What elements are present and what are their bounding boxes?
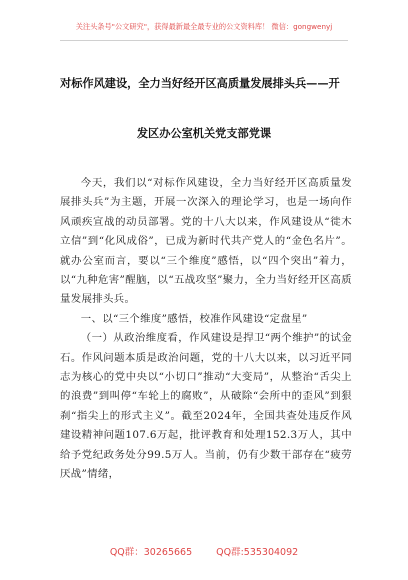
footer-qq-group-2: QQ群:535304092 [216, 547, 299, 558]
footer [0, 544, 408, 558]
header-divider [60, 40, 348, 41]
document-title-line-1: 对标作风建设，全力当好经开区高质量发展排头兵——开 [60, 76, 340, 90]
document-title-line-2: 发区办公室机关党支部党课 [136, 126, 272, 140]
footer-qq-group-1: QQ群：30265665 [109, 547, 193, 558]
document-body [60, 174, 352, 485]
section-heading-1: 一、以“三个维度”感悟，校准作风建设“定盘星” [80, 312, 308, 325]
header-banner: 关注头条号"公文研究"，获得最新最全最专业的公文资料库！ 微信：gongwenyj [75, 22, 333, 31]
body-paragraph-intro: 今天，我们以“对标作风建设，全力当好经开区高质量发展排头兵”为主题，开展一次深入的理论学习，也是一场向作风顽疾宣战的动员部署。党的十八大以来，作风建设从“徙木立信”到“化风成俗”，已成为新时代共产党人的“金色名片”。就办公室而言，要以“三个维度”感悟，以“四个突出”着力，以“九种危害”醒脑，以“五战攻坚”聚力，全力当好经开区高质量发展排头兵。 [60, 177, 352, 306]
body-paragraph-1: （一）从政治维度看，作风建设是捍卫“两个维护”的试金石。作风问题本质是政治问题，党的十八大以来，以习近平同志为核心的党中央以“小切口”推动“大变局”，从整治“舌尖上的浪费”到叫停“车轮上的腐败”，从破除“会所中的歪风”到狠刹“指尖上的形式主义”。截至2024年，全国共查处违反作风建设精神问题107.6万起，批评教育和处理152.3万人，其中给予党纪政务处分99.5万人。当前，仍有少数干部存在“疲劳厌战”情绪， [60, 332, 352, 481]
